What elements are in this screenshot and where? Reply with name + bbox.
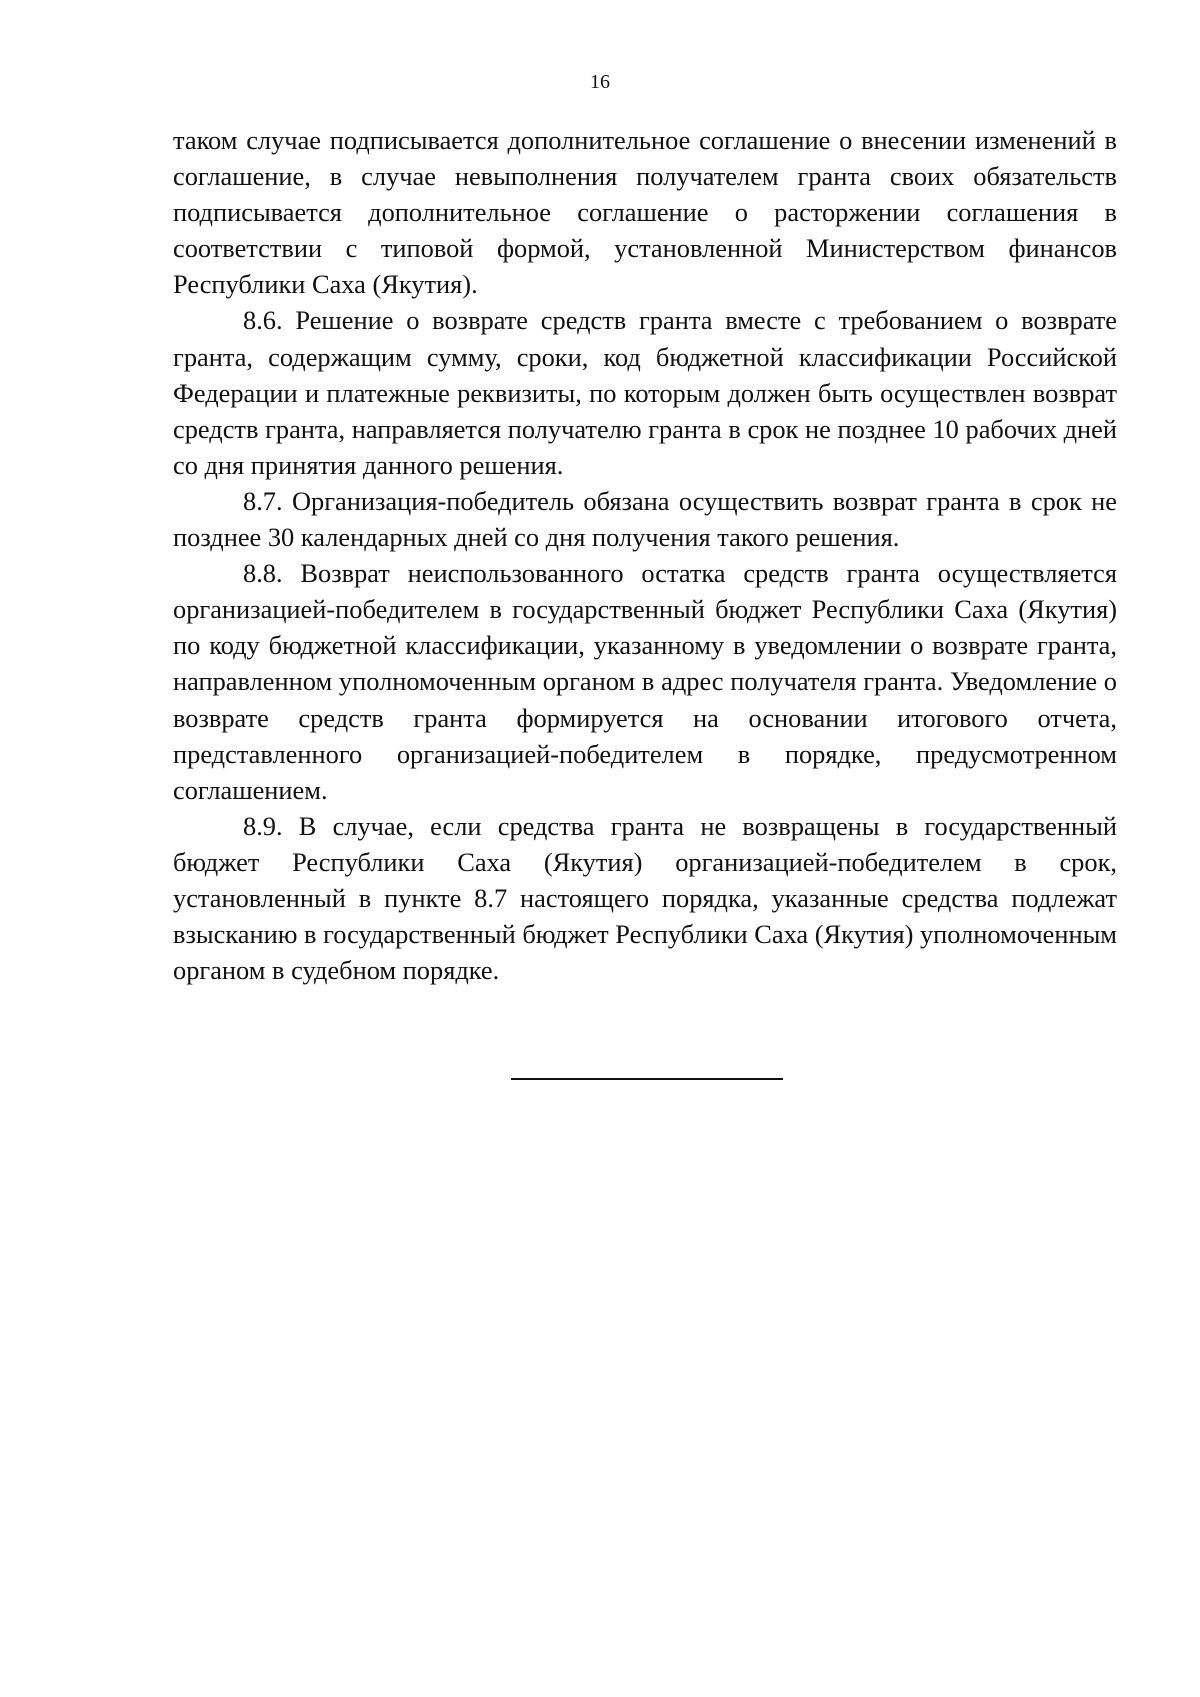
- paragraph-8-6: 8.6. Решение о возврате средств гранта вместе с требованием о возврате гранта, содержащим сумму, сроки, код бюджетной классификации Российской Федерации и платежные реквизиты, по которым должен быть осуществлен возврат средств гранта, направляется получателю гранта в срок не позднее 10 рабочих дней со дня принятия данного решения.: [173, 305, 1117, 480]
- page-number: 16: [590, 71, 610, 93]
- paragraph-continuation: таком случае подписывается дополнительное соглашение о внесении изменений в соглашение, в случае невыполнения получателем гранта своих обязательств подписывается дополнительное соглашение о расторжении соглашения в соответствии с типовой формой, установленной Министерством финансов Республики Саха (Якутия).: [173, 125, 1117, 300]
- document-body: [173, 122, 1117, 988]
- end-of-document-rule: [511, 1078, 783, 1080]
- paragraph-8-8: 8.8. Возврат неиспользованного остатка средств гранта осуществляется организацией-победителем в государственный бюджет Республики Саха (Якутия) по коду бюджетной классификации, указанному в уведомлении о возврате гранта, направленном уполномоченным органом в адрес получателя гранта. Уведомление о возврате средств гранта формируется на основании итогового отчета, представленного организацией-победителем в порядке, предусмотренном соглашением.: [173, 558, 1117, 805]
- paragraph-8-7: 8.7. Организация-победитель обязана осуществить возврат гранта в срок не позднее 30 календарных дней со дня получения такого решения.: [173, 485, 1117, 553]
- paragraph-8-9: 8.9. В случае, если средства гранта не возвращены в государственный бюджет Республики Саха (Якутия) организацией-победителем в срок, установленный в пункте 8.7 настоящего порядка, указанные средства подлежат взысканию в государственный бюджет Республики Саха (Якутия) уполномоченным органом в судебном порядке.: [173, 810, 1117, 986]
